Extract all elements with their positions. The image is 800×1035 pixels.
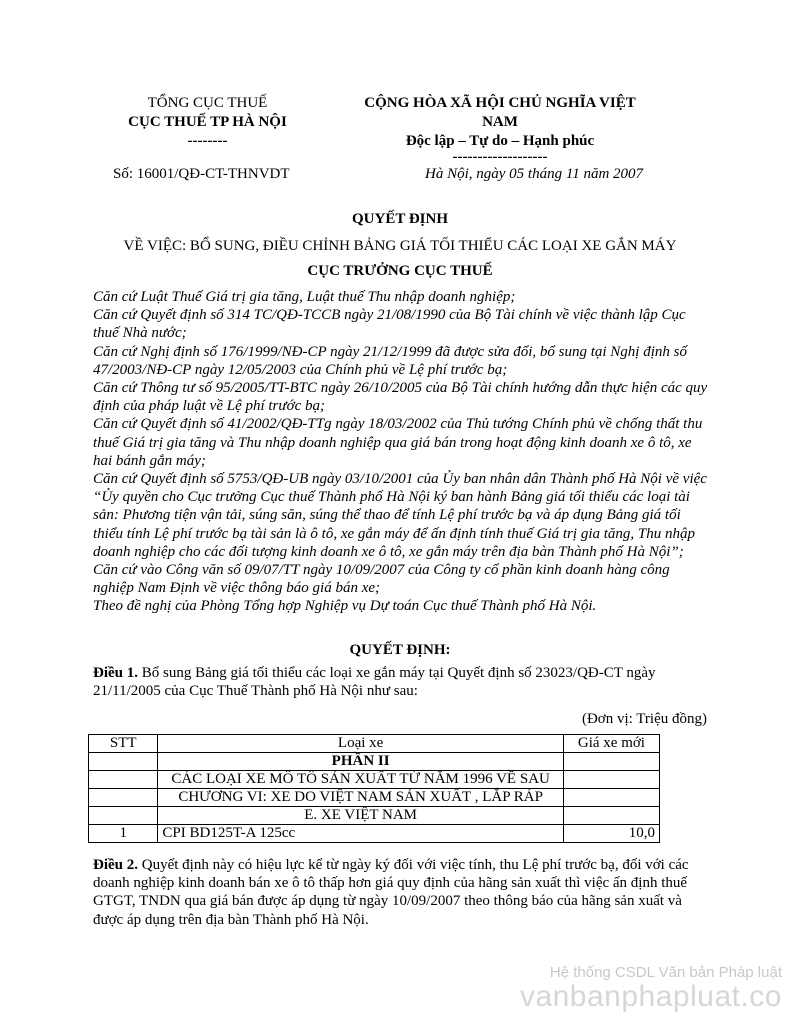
motto: Độc lập – Tự do – Hạnh phúc bbox=[405, 133, 595, 149]
place-date: Hà Nội, ngày 05 tháng 11 năm 2007 bbox=[425, 166, 644, 182]
basis-item: Căn cứ Quyết định số 41/2002/QĐ-TTg ngày 18/03/2002 của Thủ tướng Chính phủ về chống thất thu thuế Giá trị gia tăng và Thu nhập doanh nghiệp qua giá bán trong hoạt động kinh doanh xe ô tô, xe hai bánh gắn máy; bbox=[93, 416, 703, 469]
header-new-price: Giá xe mới bbox=[563, 735, 659, 753]
article-2-text: Quyết định này có hiệu lực kể từ ngày ký đối với việc tính, thu Lệ phí trước bạ, đối với các doanh nghiệp kinh doanh bán xe ô tô thấp hơn giá quy định của hãng sản xuất thì việc ấn định thuế GTGT, TNDN qua giá bán được áp dụng từ ngày 10/09/2007 theo thông báo của hãng sản xuất và được áp dụng trên địa bàn Thành phố Hà Nội. bbox=[93, 857, 689, 928]
doc-type-title: QUYẾT ĐỊNH bbox=[352, 211, 448, 227]
issuer-title: CỤC TRƯỞNG CỤC THUẾ bbox=[307, 263, 493, 279]
doc-number: Số: 16001/QĐ-CT-THNVDT bbox=[113, 166, 290, 182]
article-1-text: Bổ sung Bảng giá tối thiểu các loại xe gắn máy tại Quyết định số 23023/QĐ-CT ngày 21/11/2005 của Cục Thuế Thành phố Hà Nội như sau: bbox=[93, 665, 656, 700]
motto-separator: ------------------- bbox=[452, 149, 548, 165]
item-stt: 1 bbox=[89, 825, 158, 843]
org-block bbox=[100, 94, 315, 151]
section-chapter: CHƯƠNG VI: XE DO VIỆT NAM SẢN XUẤT , LẮP RÁP bbox=[158, 789, 563, 807]
article-1 bbox=[93, 664, 713, 700]
article-2 bbox=[93, 856, 713, 929]
table-row bbox=[89, 771, 660, 789]
watermark-site: vanbanphapluat.co bbox=[519, 980, 782, 1013]
unit-note: (Đơn vị: Triệu đồng) bbox=[581, 711, 707, 727]
basis-item: Căn cứ Thông tư số 95/2005/TT-BTC ngày 26/10/2005 của Bộ Tài chính hướng dẫn thực hiện các quy định của pháp luật về Lệ phí trước bạ; bbox=[93, 380, 708, 415]
table-row bbox=[89, 825, 660, 843]
article-2-label: Điều 2. bbox=[93, 857, 138, 873]
table-cell bbox=[563, 771, 659, 789]
table-cell bbox=[89, 807, 158, 825]
legal-bases bbox=[93, 288, 713, 616]
item-name: CPI BD125T-A 125cc bbox=[158, 825, 563, 843]
item-price: 10,0 bbox=[563, 825, 659, 843]
table-row bbox=[89, 789, 660, 807]
doc-subject: VỀ VIỆC: BỔ SUNG, ĐIỀU CHỈNH BẢNG GIÁ TỐI THIỂU CÁC LOẠI XE GẮN MÁY bbox=[123, 238, 677, 254]
table-cell bbox=[89, 771, 158, 789]
price-table bbox=[88, 734, 660, 843]
basis-item: Căn cứ Quyết định số 5753/QĐ-UB ngày 03/10/2001 của Ủy ban nhân dân Thành phố Hà Nội về việc “Ủy quyền cho Cục trưởng Cục thuế Thành phố Hà Nội ký ban hành Bảng giá tối thiểu các loại tài sản: Phương tiện vận tải, súng săn, súng thể thao để tính Lệ phí trước bạ và áp dụng Bảng giá tối thiểu tính Lệ phí trước bạ tài sản là ô tô, xe gắn máy để ấn định tính thuế Giá trị gia tăng, Thu nhập doanh nghiệp cho các đối tượng kinh doanh xe ô tô, xe gắn máy trên địa bàn Thành phố Hà Nội”; bbox=[93, 471, 707, 560]
basis-item: Căn cứ Nghị định số 176/1999/NĐ-CP ngày 21/12/1999 đã được sửa đổi, bổ sung tại Nghị định số 47/2003/NĐ-CP ngày 12/05/2003 của Chính phủ về Lệ phí trước bạ; bbox=[93, 343, 687, 378]
table-cell bbox=[563, 807, 659, 825]
basis-item: Căn cứ Luật Thuế Giá trị gia tăng, Luật thuế Thu nhập doanh nghiệp; bbox=[93, 289, 516, 305]
nation-line1: CỘNG HÒA XÃ HỘI CHỦ NGHĨA VIỆT bbox=[364, 95, 636, 111]
article-1-label: Điều 1. bbox=[93, 665, 138, 681]
org-line1: TỔNG CỤC THUẾ bbox=[147, 95, 268, 111]
org-separator: -------- bbox=[187, 133, 228, 149]
table-row bbox=[89, 807, 660, 825]
header-stt: STT bbox=[89, 735, 158, 753]
basis-item: Căn cứ Quyết định số 314 TC/QĐ-TCCB ngày 21/08/1990 của Bộ Tài chính về việc thành lập Cục thuế Nhà nước; bbox=[93, 307, 686, 342]
table-cell bbox=[89, 753, 158, 771]
table-cell bbox=[563, 789, 659, 807]
basis-item: Theo đề nghị của Phòng Tổng hợp Nghiệp vụ Dự toán Cục thuế Thành phố Hà Nội. bbox=[93, 598, 597, 615]
header-vehicle-type: Loại xe bbox=[158, 735, 563, 753]
table-header-row bbox=[89, 735, 660, 753]
nation-line2: NAM bbox=[482, 114, 518, 130]
org-line2: CỤC THUẾ TP HÀ NỘI bbox=[128, 114, 287, 130]
watermark-caption: Hệ thống CSDL Văn bản Pháp luật bbox=[549, 964, 782, 981]
section-part: PHẦN II bbox=[158, 753, 563, 771]
table-cell bbox=[89, 789, 158, 807]
nation-block bbox=[335, 94, 665, 164]
section-category: CÁC LOẠI XE MÔ TÔ SẢN XUẤT TỪ NĂM 1996 VỀ SAU bbox=[158, 771, 563, 789]
table-cell bbox=[563, 753, 659, 771]
section-group: E. XE VIỆT NAM bbox=[158, 807, 563, 825]
decision-heading: QUYẾT ĐỊNH: bbox=[349, 642, 451, 658]
table-row bbox=[89, 753, 660, 771]
basis-item: Căn cứ vào Công văn số 09/07/TT ngày 10/09/2007 của Công ty cổ phần kinh doanh hàng công nghiệp Nam Định về việc thông báo giá bán xe; bbox=[93, 562, 670, 597]
